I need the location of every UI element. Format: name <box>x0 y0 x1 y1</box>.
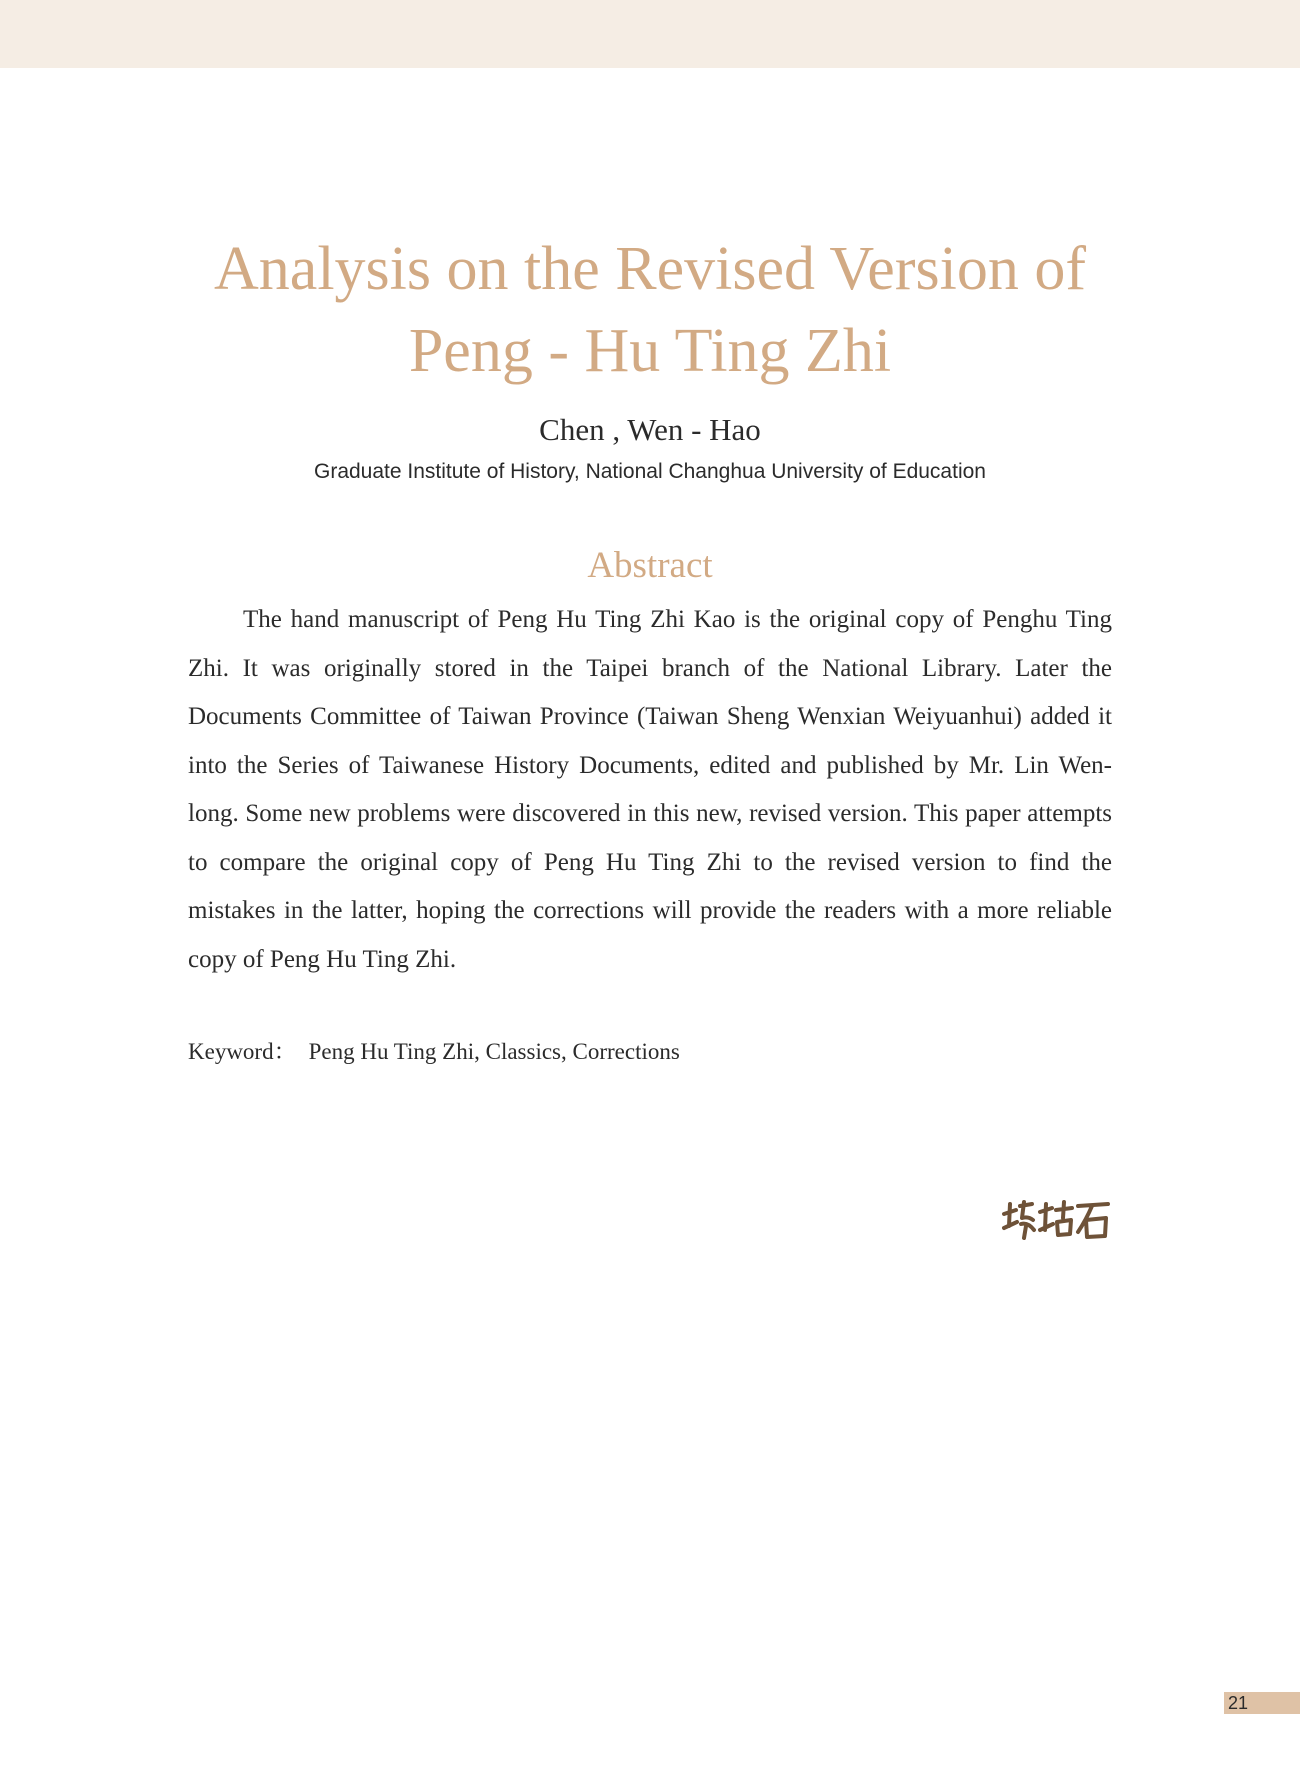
calligraphy-logo-icon <box>1000 1196 1112 1246</box>
author-affiliation: Graduate Institute of History, National Changhua University of Education <box>314 460 986 483</box>
paper-title <box>150 228 1150 392</box>
title-line-1: Analysis on the Revised Version of <box>214 235 1086 303</box>
keyword-label: Keyword： <box>188 1039 297 1064</box>
calligraphy-logo-svg <box>1000 1196 1112 1246</box>
abstract-body: The hand manuscript of Peng Hu Ting Zhi Kao is the original copy of Penghu Ting Zhi. It was originally stored in the Taipei branch of the National Library. Later the Documents Committee of Taiwan Province (Taiwan Sheng Wenxian Weiyuanhui) added it into the Series of Taiwanese History Documents, edited and published by Mr. Lin Wen-long. Some new problems were discovered in this new, revised version. This paper attempts to compare the original copy of Peng Hu Ting Zhi to the revised version to find the mistakes in the latter, hoping the corrections will provide the readers with a more reliable copy of Peng Hu Ting Zhi. <box>188 606 1112 973</box>
top-band <box>0 0 1300 68</box>
abstract-heading: Abstract <box>587 545 713 586</box>
author-name: Chen , Wen - Hao <box>539 412 761 447</box>
keyword-list: Peng Hu Ting Zhi, Classics, Corrections <box>308 1039 680 1064</box>
keyword-line <box>188 1036 1112 1068</box>
title-line-2: Peng - Hu Ting Zhi <box>408 317 892 385</box>
page-number: 21 <box>1224 1692 1300 1714</box>
